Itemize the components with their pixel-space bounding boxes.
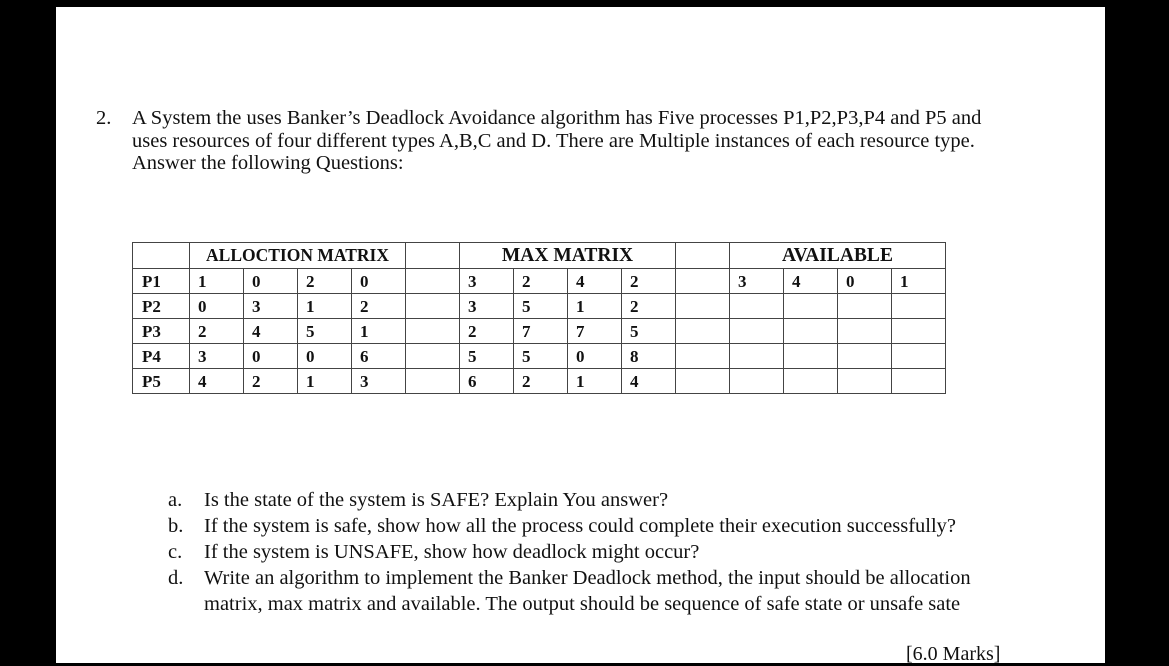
question-text	[132, 107, 1112, 175]
allocation-cell: 0	[190, 294, 244, 319]
available-header: AVAILABLE	[730, 243, 946, 269]
available-cell	[784, 344, 838, 369]
max-cell: 2	[514, 369, 568, 394]
available-cell	[892, 319, 946, 344]
max-cell: 7	[514, 319, 568, 344]
spacer-cell	[676, 294, 730, 319]
bankers-table	[132, 242, 946, 394]
sub-question	[168, 487, 1098, 513]
allocation-cell: 3	[352, 369, 406, 394]
available-cell	[730, 294, 784, 319]
available-cell	[892, 344, 946, 369]
available-cell	[730, 319, 784, 344]
sub-questions	[168, 487, 1098, 617]
question-number: 2.	[96, 107, 112, 129]
table-header-row	[133, 243, 946, 269]
allocation-cell: 1	[190, 269, 244, 294]
available-cell	[838, 369, 892, 394]
spacer-cell	[406, 344, 460, 369]
max-cell: 1	[568, 294, 622, 319]
spacer-cell	[676, 344, 730, 369]
max-cell: 8	[622, 344, 676, 369]
question-line: Answer the following Questions:	[132, 152, 404, 174]
max-cell: 4	[568, 269, 622, 294]
question-line: A System the uses Banker’s Deadlock Avoidance algorithm has Five processes P1,P2,P3,P4 and P5 and	[132, 107, 982, 129]
max-cell: 3	[460, 294, 514, 319]
spacer-cell	[676, 269, 730, 294]
allocation-cell: 2	[244, 369, 298, 394]
spacer-cell	[406, 369, 460, 394]
available-cell	[892, 369, 946, 394]
available-cell	[730, 344, 784, 369]
available-cell	[784, 369, 838, 394]
allocation-cell: 3	[244, 294, 298, 319]
allocation-cell: 0	[298, 344, 352, 369]
sub-question-label: d.	[168, 567, 184, 589]
available-cell	[838, 319, 892, 344]
allocation-cell: 2	[298, 269, 352, 294]
allocation-cell: 1	[352, 319, 406, 344]
max-cell: 3	[460, 269, 514, 294]
sub-question-text	[204, 539, 1098, 565]
allocation-cell: 1	[298, 369, 352, 394]
sub-question-line: Write an algorithm to implement the Banker Deadlock method, the input should be allocation	[204, 567, 971, 589]
allocation-cell: 6	[352, 344, 406, 369]
sub-question	[168, 539, 1098, 565]
allocation-cell: 2	[352, 294, 406, 319]
spacer-cell	[676, 319, 730, 344]
available-cell	[730, 369, 784, 394]
sub-question-label: c.	[168, 541, 183, 563]
allocation-matrix-header: ALLOCTION MATRIX	[190, 243, 406, 269]
available-cell: 1	[892, 269, 946, 294]
max-cell: 1	[568, 369, 622, 394]
max-cell: 7	[568, 319, 622, 344]
max-cell: 2	[460, 319, 514, 344]
allocation-cell: 4	[190, 369, 244, 394]
max-cell: 5	[514, 294, 568, 319]
table-row	[133, 319, 946, 344]
allocation-cell: 0	[352, 269, 406, 294]
available-cell	[892, 294, 946, 319]
spacer-cell	[676, 243, 730, 269]
sub-question	[168, 565, 1098, 617]
sub-question-text	[204, 565, 1098, 617]
table-row	[133, 294, 946, 319]
process-cell: P4	[133, 344, 190, 369]
sub-question-line: Is the state of the system is SAFE? Explain You answer?	[204, 489, 669, 511]
allocation-cell: 1	[298, 294, 352, 319]
process-cell: P3	[133, 319, 190, 344]
allocation-cell: 0	[244, 269, 298, 294]
max-cell: 5	[514, 344, 568, 369]
header-blank-cell	[133, 243, 190, 269]
process-cell: P2	[133, 294, 190, 319]
max-cell: 2	[622, 269, 676, 294]
available-cell	[838, 294, 892, 319]
max-cell: 5	[460, 344, 514, 369]
available-cell	[784, 319, 838, 344]
available-cell: 3	[730, 269, 784, 294]
sub-question-line: If the system is safe, show how all the process could complete their execution successfully?	[204, 515, 957, 537]
process-cell: P5	[133, 369, 190, 394]
max-cell: 5	[622, 319, 676, 344]
sub-question-line: If the system is UNSAFE, show how deadlock might occur?	[204, 541, 700, 563]
available-cell: 0	[838, 269, 892, 294]
available-cell	[838, 344, 892, 369]
spacer-cell	[406, 243, 460, 269]
document-page	[52, 3, 1109, 663]
sub-question-text	[204, 513, 1098, 539]
sub-question-text	[204, 487, 1098, 513]
max-cell: 0	[568, 344, 622, 369]
allocation-cell: 0	[244, 344, 298, 369]
spacer-cell	[406, 269, 460, 294]
allocation-cell: 4	[244, 319, 298, 344]
spacer-cell	[406, 294, 460, 319]
question-line: uses resources of four different types A,B,C and D. There are Multiple instances of each resource type.	[132, 129, 975, 152]
marks-label: [6.0 Marks]	[906, 643, 1001, 665]
allocation-cell: 5	[298, 319, 352, 344]
spacer-cell	[676, 369, 730, 394]
sub-question-line: matrix, max matrix and available. The output should be sequence of safe state or unsafe sate	[204, 593, 961, 615]
table-row	[133, 369, 946, 394]
max-cell: 2	[622, 294, 676, 319]
max-cell: 6	[460, 369, 514, 394]
available-cell: 4	[784, 269, 838, 294]
max-cell: 4	[622, 369, 676, 394]
table-row	[133, 269, 946, 294]
table-row	[133, 344, 946, 369]
allocation-cell: 2	[190, 319, 244, 344]
sub-question-label: b.	[168, 515, 184, 537]
spacer-cell	[406, 319, 460, 344]
sub-question-label: a.	[168, 489, 183, 511]
max-matrix-header: MAX MATRIX	[460, 243, 676, 269]
sub-question	[168, 513, 1098, 539]
available-cell	[784, 294, 838, 319]
process-cell: P1	[133, 269, 190, 294]
max-cell: 2	[514, 269, 568, 294]
allocation-cell: 3	[190, 344, 244, 369]
